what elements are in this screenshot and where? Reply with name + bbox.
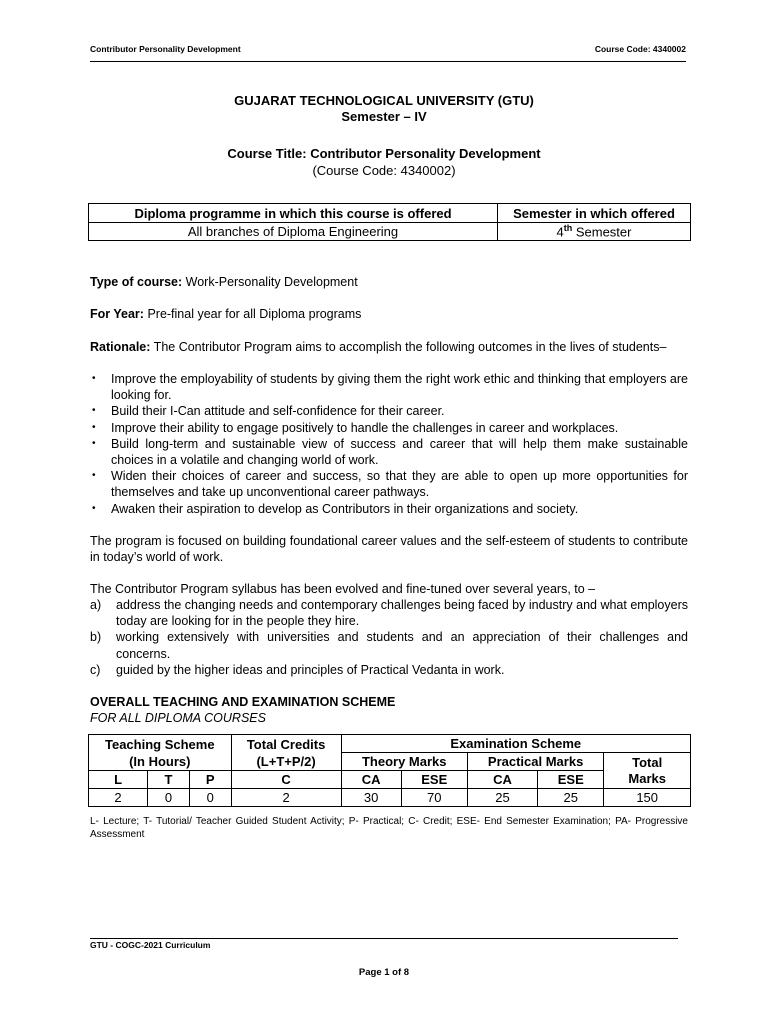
total-credits-header: Total Credits (L+T+P/2) <box>231 735 341 771</box>
value-practical-ese: 25 <box>538 789 604 807</box>
list-item: c) guided by the higher ideas and principles of Practical Vedanta in work. <box>90 662 505 677</box>
offer-col2-header: Semester in which offered <box>498 204 691 223</box>
sub-header-theory-ca: CA <box>341 771 401 789</box>
type-of-course: Type of course: Work-Personality Development <box>90 275 358 289</box>
value-practical-ca: 25 <box>467 789 537 807</box>
total-marks-header: Total Marks <box>604 753 691 789</box>
sub-header-l: L <box>89 771 148 789</box>
list-item: • Improve their ability to engage positively to handle the challenges in career and workplaces. <box>92 420 619 435</box>
scheme-table <box>88 734 691 807</box>
syllabus-list <box>90 597 688 678</box>
value-c: 2 <box>231 789 341 807</box>
scheme-title: OVERALL TEACHING AND EXAMINATION SCHEME <box>90 695 396 709</box>
list-item: a) address the changing needs and contemporary challenges being faced by industry and what employers today are looking for in the people they hire. <box>90 598 688 629</box>
value-total-marks: 150 <box>604 789 691 807</box>
scheme-subtitle: FOR ALL DIPLOMA COURSES <box>90 711 266 725</box>
course-code: (Course Code: 4340002) <box>312 163 456 178</box>
theory-marks-header: Theory Marks <box>341 753 467 771</box>
header-rule <box>90 61 686 62</box>
exam-scheme-header: Examination Scheme <box>341 735 690 753</box>
university-title: GUJARAT TECHNOLOGICAL UNIVERSITY (GTU) <box>234 93 534 108</box>
practical-marks-header: Practical Marks <box>467 753 603 771</box>
semester-title: Semester – IV <box>341 109 427 124</box>
offer-col2-value: 4th Semester <box>498 223 691 241</box>
footer-curriculum: GTU - COGC-2021 Curriculum <box>90 940 211 950</box>
list-item: • Build long-term and sustainable view of success and career that will help them make sustainable choices in a volatile and changing world of work. <box>92 436 688 468</box>
table-row <box>89 789 691 807</box>
list-item: • Build their I-Can attitude and self-confidence for their career. <box>92 404 445 419</box>
offer-col1-header: Diploma programme in which this course is offered <box>89 204 498 223</box>
list-item: b) working extensively with universities and students and an appreciation of their challenges and concerns. <box>90 630 688 661</box>
rationale-intro: Rationale: The Contributor Program aims to accomplish the following outcomes in the lives of students– <box>90 340 667 354</box>
header-course-name: Contributor Personality Development <box>90 44 241 54</box>
value-p: 0 <box>189 789 231 807</box>
offer-col1-value: All branches of Diploma Engineering <box>89 223 498 241</box>
header-course-code: Course Code: 4340002 <box>594 44 686 54</box>
abbreviations-note: L- Lecture; T- Tutorial/ Teacher Guided Student Activity; P- Practical; C- Credit; ESE- End Semester Examination; PA- Progressive Assessment <box>90 816 688 840</box>
syllabus-intro: The Contributor Program syllabus has been evolved and fine-tuned over several years, to – <box>90 582 596 596</box>
for-year: For Year: Pre-final year for all Diploma programs <box>90 307 362 321</box>
value-theory-ese: 70 <box>401 789 467 807</box>
sub-header-practical-ese: ESE <box>538 771 604 789</box>
footer-rule <box>90 938 678 939</box>
sub-header-theory-ese: ESE <box>401 771 467 789</box>
value-l: 2 <box>89 789 148 807</box>
value-theory-ca: 30 <box>341 789 401 807</box>
focus-paragraph: The program is focused on building foundational career values and the self-esteem of students to contribute in today’s world of work. <box>90 534 688 565</box>
teaching-scheme-header: Teaching Scheme (In Hours) <box>89 735 232 771</box>
list-item: • Widen their choices of career and success, so that they are able to open up more opportunities for themselves and take up unconventional career pathways. <box>92 469 688 500</box>
sub-header-practical-ca: CA <box>467 771 537 789</box>
list-item: • Awaken their aspiration to develop as Contributors in their organizations and society. <box>92 501 579 516</box>
value-t: 0 <box>148 789 190 807</box>
sub-header-p: P <box>189 771 231 789</box>
rationale-bullets <box>90 371 688 517</box>
running-header <box>90 44 686 58</box>
sub-header-t: T <box>148 771 190 789</box>
page-number: Page 1 of 8 <box>358 967 410 978</box>
list-item: • Improve the employability of students by giving them the right work ethic and thinking that employers are looking for. <box>92 372 688 403</box>
sub-header-c: C <box>231 771 341 789</box>
offer-table <box>88 203 691 241</box>
course-title: Course Title: Contributor Personality Development <box>227 146 541 161</box>
